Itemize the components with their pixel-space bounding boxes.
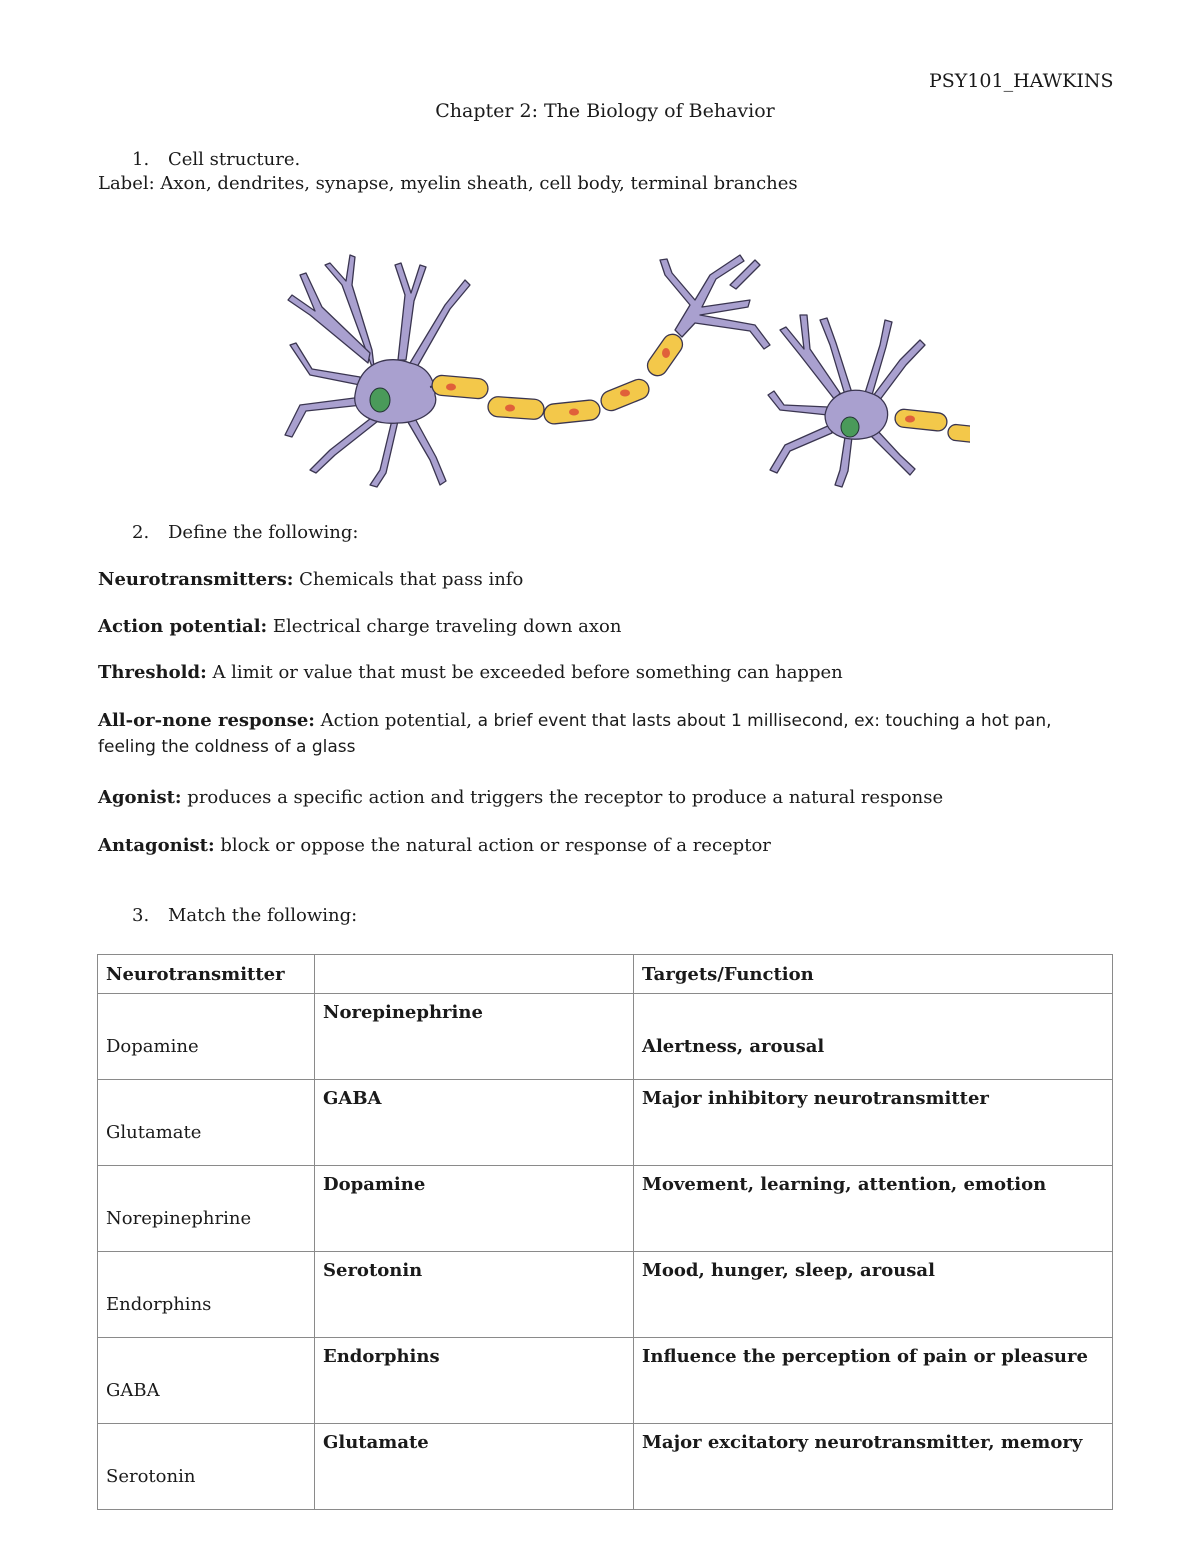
left-cell: GABA bbox=[106, 1380, 160, 1401]
left-cell: Norepinephrine bbox=[106, 1208, 252, 1229]
definition-term: Action potential: bbox=[98, 616, 268, 637]
definition-term: Neurotransmitters: bbox=[98, 569, 294, 590]
table-row bbox=[98, 994, 1113, 1080]
right-cell: Movement, learning, attention, emotion bbox=[642, 1174, 1047, 1195]
header-targets-function: Targets/Function bbox=[634, 955, 1113, 994]
matching-table bbox=[97, 954, 1113, 1510]
definition-all-or-none bbox=[98, 708, 1108, 760]
right-cell: Major inhibitory neurotransmitter bbox=[642, 1088, 989, 1109]
table-row bbox=[98, 1166, 1113, 1252]
definition-antagonist bbox=[98, 833, 1108, 859]
nucleus bbox=[370, 388, 390, 412]
middle-cell: Dopamine bbox=[323, 1174, 426, 1195]
left-cell: Serotonin bbox=[106, 1466, 196, 1487]
label-instructions: Label: Axon, dendrites, synapse, myelin sheath, cell body, terminal branches bbox=[98, 173, 798, 194]
left-cell: Glutamate bbox=[106, 1122, 202, 1143]
neuron-diagram bbox=[280, 245, 970, 490]
definition-text: Electrical charge traveling down axon bbox=[267, 616, 622, 637]
definition-action-potential bbox=[98, 614, 1108, 640]
cell-body bbox=[355, 360, 436, 424]
table-row bbox=[98, 1080, 1113, 1166]
section-3-heading: Match the following: bbox=[168, 905, 358, 926]
middle-cell: Endorphins bbox=[323, 1346, 440, 1367]
section-3-number: 3. bbox=[132, 905, 150, 926]
right-cell: Influence the perception of pain or pleasure bbox=[642, 1346, 1088, 1367]
definition-text: Action potential, bbox=[314, 710, 478, 731]
second-neuron bbox=[768, 315, 925, 487]
section-2-heading: Define the following: bbox=[168, 522, 359, 543]
definition-neurotransmitters bbox=[98, 567, 1108, 593]
header-blank bbox=[315, 955, 634, 994]
section-2-number: 2. bbox=[132, 522, 150, 543]
definition-term: Threshold: bbox=[98, 662, 207, 683]
left-cell: Dopamine bbox=[106, 1036, 199, 1057]
header-neurotransmitter: Neurotransmitter bbox=[98, 955, 315, 994]
definition-text: block or oppose the natural action or response of a receptor bbox=[214, 835, 771, 856]
definition-term: All-or-none response: bbox=[98, 710, 315, 731]
middle-cell: Glutamate bbox=[323, 1432, 429, 1453]
definition-term: Agonist: bbox=[98, 787, 182, 808]
course-code: PSY101_HAWKINS bbox=[929, 70, 1114, 92]
section-1-heading: Cell structure. bbox=[168, 149, 301, 170]
table-row bbox=[98, 1338, 1113, 1424]
right-cell: Major excitatory neurotransmitter, memory bbox=[642, 1432, 1083, 1453]
section-1-number: 1. bbox=[132, 149, 150, 170]
middle-cell: Serotonin bbox=[323, 1260, 423, 1281]
middle-cell: GABA bbox=[323, 1088, 382, 1109]
definition-text: Chemicals that pass info bbox=[293, 569, 524, 590]
table-row bbox=[98, 1424, 1113, 1510]
definition-term: Antagonist: bbox=[98, 835, 215, 856]
right-cell: Mood, hunger, sleep, arousal bbox=[642, 1260, 935, 1281]
definition-threshold bbox=[98, 660, 1108, 686]
middle-cell: Norepinephrine bbox=[323, 1002, 483, 1023]
table-header-row bbox=[98, 955, 1113, 994]
right-cell: Alertness, arousal bbox=[642, 1036, 825, 1057]
definition-text: A limit or value that must be exceeded before something can happen bbox=[206, 662, 843, 683]
definition-text: produces a specific action and triggers the receptor to produce a natural response bbox=[181, 787, 944, 808]
definition-text-continued: a brief event that lasts about 1 millisecond, ex: touching a hot pan, feeling the coldness of a glass bbox=[98, 711, 1052, 757]
definition-agonist bbox=[98, 785, 1108, 811]
page-title: Chapter 2: The Biology of Behavior bbox=[435, 100, 775, 122]
left-cell: Endorphins bbox=[106, 1294, 212, 1315]
table-row bbox=[98, 1252, 1113, 1338]
